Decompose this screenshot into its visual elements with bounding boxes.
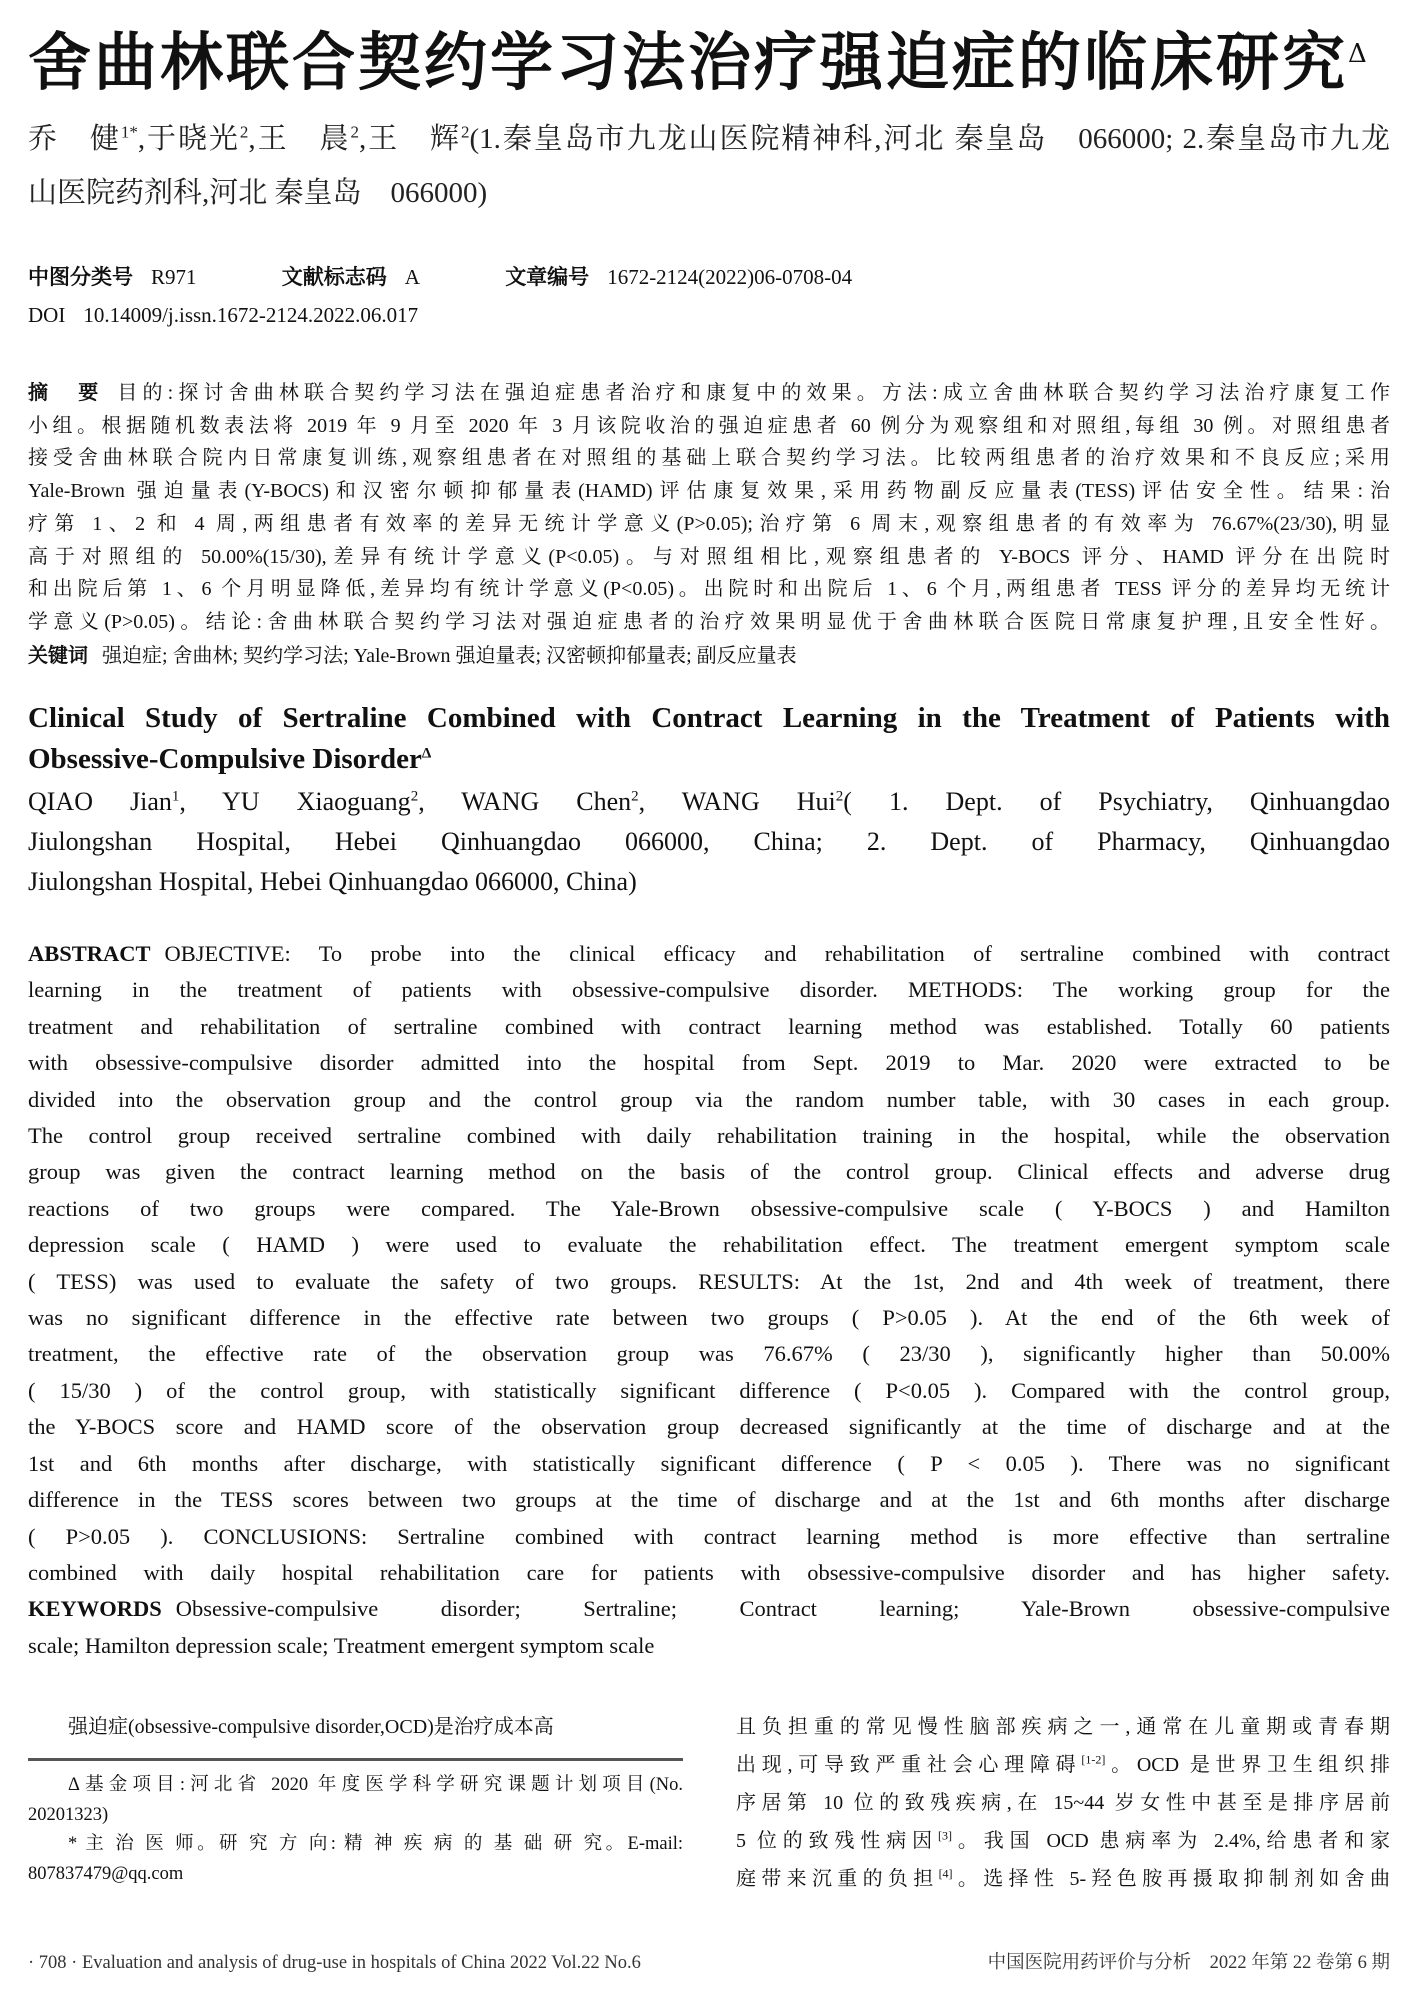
abstract-text: 目的:探讨舍曲林联合契约学习法在强迫症患者治疗和康复中的效果。方法:成立舍曲林联合契约学习法治疗康复工作 bbox=[117, 382, 1390, 404]
keywords-label: KEYWORDS bbox=[28, 1596, 162, 1622]
abstract-line: ( TESS) was used to evaluate the safety of two groups. RESULTS: At the 1st, 2nd and 4th week of treatment, there bbox=[28, 1268, 1390, 1294]
keywords: 强迫症; 舍曲林; 契约学习法; Yale-Brown 强迫量表; 汉密顿抑郁量表; 副反应量表 bbox=[102, 644, 797, 667]
body-text: 。我国 OCD 患病率为 2.4%,给患者和家 bbox=[952, 1830, 1391, 1852]
body-line bbox=[736, 1746, 1390, 1784]
fund-footnote: 20201323) bbox=[28, 1804, 109, 1825]
chinese-abstract bbox=[28, 376, 1390, 698]
keywords-line: scale; Hamilton depression scale; Treatment emergent symptom scale bbox=[28, 1632, 655, 1658]
footer-journal-cn: 中国医院用药评价与分析 2022 年第 22 卷第 6 期 bbox=[987, 1953, 1390, 1973]
abstract-line: group was given the contract learning method on the basis of the control group. Clinical effects and adverse drug bbox=[28, 1159, 1390, 1185]
affiliation: (1.秦皇岛市九龙山医院精神科,河北 秦皇岛 066000; 2.秦皇岛市九龙 bbox=[469, 123, 1390, 155]
fund-mark: Δ bbox=[1348, 39, 1370, 69]
footnotes bbox=[28, 1771, 683, 1889]
abstract-line: 高于对照组的 50.00%(15/30),差异有统计学意义(P<0.05)。与对照组相比,观察组患者的 Y-BOCS 评分、HAMD 评分在出院时 bbox=[28, 545, 1390, 568]
article-no-value: 1672-2124(2022)06-0708-04 bbox=[607, 265, 853, 289]
author-name: ,王 晨 bbox=[248, 123, 351, 155]
keywords-line bbox=[28, 1591, 1390, 1627]
title-text: 舍曲林联合契约学习法治疗强迫症的临床研究 bbox=[28, 25, 1348, 99]
english-authors-line: Jiulongshan Hospital, Hebei Qinhuangdao 066000, China; 2. Dept. of Pharmacy, Qinhuangdao bbox=[28, 827, 1390, 856]
abstract-line: with obsessive-compulsive disorder admitted into the hospital from Sept. 2019 to Mar. 2020 were extracted to be bbox=[28, 1050, 1390, 1076]
author-sup: 2 bbox=[631, 788, 639, 805]
abstract-line: ( 15/30 ) of the control group, with statistically significant difference ( P<0.05 ). Compared with the control group, bbox=[28, 1377, 1390, 1403]
abstract-line: was no significant difference in the effective rate between two groups ( P>0.05 ). At the end of the 6th week of bbox=[28, 1305, 1390, 1331]
english-authors-line: Jiulongshan Hospital, Hebei Qinhuangdao 066000, China) bbox=[28, 867, 637, 896]
footer-journal-en: · 708 · Evaluation and analysis of drug-use in hospitals of China 2022 Vol.22 No.6 bbox=[28, 1953, 641, 1973]
abstract-line: difference in the TESS scores between two groups at the time of discharge and at the 1st and 6th months after discharge bbox=[28, 1487, 1390, 1513]
authors-line-2: 山医院药剂科,河北 秦皇岛 066000) bbox=[28, 177, 488, 209]
abstract-line: 疗第 1、2 和 4 周,两组患者有效率的差异无统计学意义(P>0.05);治疗第 6 周末,观察组患者的有效率为 76.67%(23/30),明显 bbox=[28, 512, 1390, 535]
body-text: 庭带来沉重的负担 bbox=[736, 1868, 939, 1890]
fund-mark: Δ bbox=[421, 745, 432, 762]
article-meta bbox=[28, 258, 1390, 376]
abstract-line: Yale-Brown 强迫量表(Y-BOCS)和汉密尔顿抑郁量表(HAMD)评估康复效果,采用药物副反应量表(TESS)评估安全性。结果:治 bbox=[28, 480, 1390, 503]
body-line bbox=[736, 1784, 1390, 1822]
author-name: ,王 辉 bbox=[358, 123, 461, 155]
abstract-line: 小组。根据随机数表法将 2019 年 9 月至 2020 年 3 月该院收治的强迫症患者 60 例分为观察组和对照组,每组 30 例。对照组患者 bbox=[28, 414, 1390, 437]
authors-affiliations bbox=[28, 112, 1390, 258]
body-text: 。选择性 5-羟色胺再摄取抑制剂如舍曲 bbox=[952, 1868, 1390, 1890]
affiliation: ( 1. Dept. of Psychiatry, Qinhuangdao bbox=[843, 787, 1391, 816]
doi-value[interactable]: 10.14009/j.issn.1672-2124.2022.06.017 bbox=[83, 303, 419, 327]
author-sup: 2 bbox=[350, 122, 359, 142]
abstract-line: The control group received sertraline combined with daily rehabilitation training in the hospital, while the observation bbox=[28, 1123, 1390, 1149]
page-footer bbox=[28, 1950, 1390, 1996]
abstract-line: 1st and 6th months after discharge, with statistically significant difference ( P < 0.05 ). There was no significant bbox=[28, 1450, 1390, 1476]
abstract-line bbox=[28, 376, 1390, 410]
citation-ref[interactable]: [4] bbox=[938, 1866, 953, 1881]
fund-footnote: Δ基金项目:河北省 2020 年度医学科学研究课题计划项目(No. bbox=[68, 1775, 683, 1795]
english-title-line bbox=[28, 739, 1390, 780]
abstract-text: OBJECTIVE: To probe into the clinical efficacy and rehabilitation of sertraline combined with contract bbox=[164, 941, 1390, 966]
body-line bbox=[736, 1822, 1390, 1860]
keywords: Obsessive-compulsive disorder; Sertraline; Contract learning; Yale-Brown obsessive-compulsive bbox=[175, 1596, 1390, 1622]
abstract-label: ABSTRACT bbox=[28, 941, 151, 966]
abstract-label: 摘 要 bbox=[28, 380, 104, 404]
keywords-line bbox=[28, 639, 1390, 673]
author-sup: 2 bbox=[460, 122, 470, 142]
keywords-label: 关键词 bbox=[28, 642, 88, 667]
author-name: , WANG Chen bbox=[418, 787, 632, 816]
abstract-line: depression scale ( HAMD ) were used to evaluate the rehabilitation effect. The treatment emergent symptom scale bbox=[28, 1232, 1390, 1258]
english-authors-line bbox=[28, 782, 1390, 822]
author-sup: 2 bbox=[410, 788, 419, 805]
doc-code-label: 文献标志码 bbox=[281, 265, 387, 289]
author-email[interactable]: 807837479@qq.com bbox=[28, 1863, 184, 1884]
abstract-line: learning in the treatment of patients with obsessive-compulsive disorder. METHODS: The working group for the bbox=[28, 977, 1390, 1003]
clc-label: 中图分类号 bbox=[28, 265, 133, 289]
abstract-line: 接受舍曲林联合院内日常康复训练,观察组患者在对照组的基础上联合契约学习法。比较两组患者的治疗效果和不良反应;采用 bbox=[28, 447, 1390, 470]
abstract-line: 学意义(P>0.05)。结论:舍曲林联合契约学习法对强迫症患者的治疗效果明显优于舍曲林联合医院日常康复护理,且安全性好。 bbox=[28, 610, 1390, 633]
author-name: , YU Xiaoguang bbox=[179, 787, 411, 816]
body-paragraph: 强迫症(obsessive-compulsive disorder,OCD)是治疗成本高 bbox=[68, 1716, 554, 1738]
abstract-line: the Y-BOCS score and HAMD score of the observation group decreased significantly at the time of discharge and at the bbox=[28, 1414, 1390, 1440]
body-left-column bbox=[28, 1708, 683, 1950]
abstract-line: ( P>0.05 ). CONCLUSIONS: Sertraline combined with contract learning method is more effective than sertraline bbox=[28, 1523, 1390, 1549]
body-line bbox=[736, 1860, 1390, 1898]
body-line bbox=[736, 1708, 1390, 1746]
abstract-line: combined with daily hospital rehabilitation care for patients with obsessive-compulsive disorder and has higher safety. bbox=[28, 1559, 1390, 1585]
citation-ref[interactable]: [3] bbox=[938, 1828, 953, 1843]
author-sup: 1 bbox=[171, 788, 180, 805]
abstract-line: 和出院后第 1、6 个月明显降低,差异均有统计学意义(P<0.05)。出院时和出院后 1、6 个月,两组患者 TESS 评分的差异均无统计 bbox=[28, 578, 1390, 601]
author-sup: 1* bbox=[120, 122, 138, 142]
english-title-text: Obsessive-Compulsive Disorder bbox=[28, 743, 422, 775]
body-columns bbox=[28, 1708, 1390, 1950]
citation-ref[interactable]: [1-2] bbox=[1081, 1752, 1106, 1767]
body-text: 。OCD 是世界卫生组织排 bbox=[1105, 1754, 1391, 1776]
author-name: QIAO Jian bbox=[28, 787, 172, 816]
doi-label: DOI bbox=[28, 303, 66, 327]
footnote-divider bbox=[28, 1758, 683, 1761]
english-title-line: Clinical Study of Sertraline Combined with Contract Learning in the Treatment of Patients with bbox=[28, 702, 1390, 734]
meta-line bbox=[28, 258, 1390, 296]
body-text: 出现,可导致严重社会心理障碍 bbox=[736, 1754, 1082, 1776]
author-name: , WANG Hui bbox=[638, 787, 836, 816]
authors-line-1 bbox=[28, 112, 1390, 166]
author-sup: 2 bbox=[239, 122, 249, 142]
author-name: 乔 健 bbox=[28, 123, 121, 155]
article-no-label: 文章编号 bbox=[505, 265, 590, 289]
english-abstract bbox=[28, 936, 1390, 1708]
clc-value: R971 bbox=[151, 265, 197, 289]
body-text: 且负担重的常见慢性脑部疾病之一,通常在儿童期或青春期 bbox=[736, 1716, 1390, 1738]
abstract-line: treatment, the effective rate of the observation group was 76.67% ( 23/30 ), significantly higher than 50.00% bbox=[28, 1341, 1390, 1367]
doc-code-value: A bbox=[404, 265, 420, 289]
doi-line bbox=[28, 296, 1390, 334]
body-text: 5 位的致残性病因 bbox=[736, 1830, 939, 1852]
abstract-line: divided into the observation group and the control group via the random number table, with 30 cases in each group. bbox=[28, 1086, 1390, 1112]
author-footnote: * 主 治 医 师。研 究 方 向: 精 神 疾 病 的 基 础 研 究。E-mail: bbox=[68, 1834, 683, 1854]
body-right-column bbox=[736, 1708, 1390, 1950]
english-title bbox=[28, 698, 1390, 782]
abstract-line bbox=[28, 936, 1390, 972]
author-name: ,于晓光 bbox=[137, 123, 240, 155]
english-authors bbox=[28, 782, 1390, 936]
abstract-line: reactions of two groups were compared. The Yale-Brown obsessive-compulsive scale ( Y-BOCS ) and Hamilton bbox=[28, 1195, 1390, 1221]
body-text: 序居第 10 位的致残疾病,在 15~44 岁女性中甚至是排序居前 bbox=[736, 1792, 1390, 1814]
page-title bbox=[28, 22, 1390, 112]
abstract-line: treatment and rehabilitation of sertraline combined with contract learning method was established. Totally 60 patients bbox=[28, 1013, 1390, 1039]
author-sup: 2 bbox=[835, 788, 844, 805]
